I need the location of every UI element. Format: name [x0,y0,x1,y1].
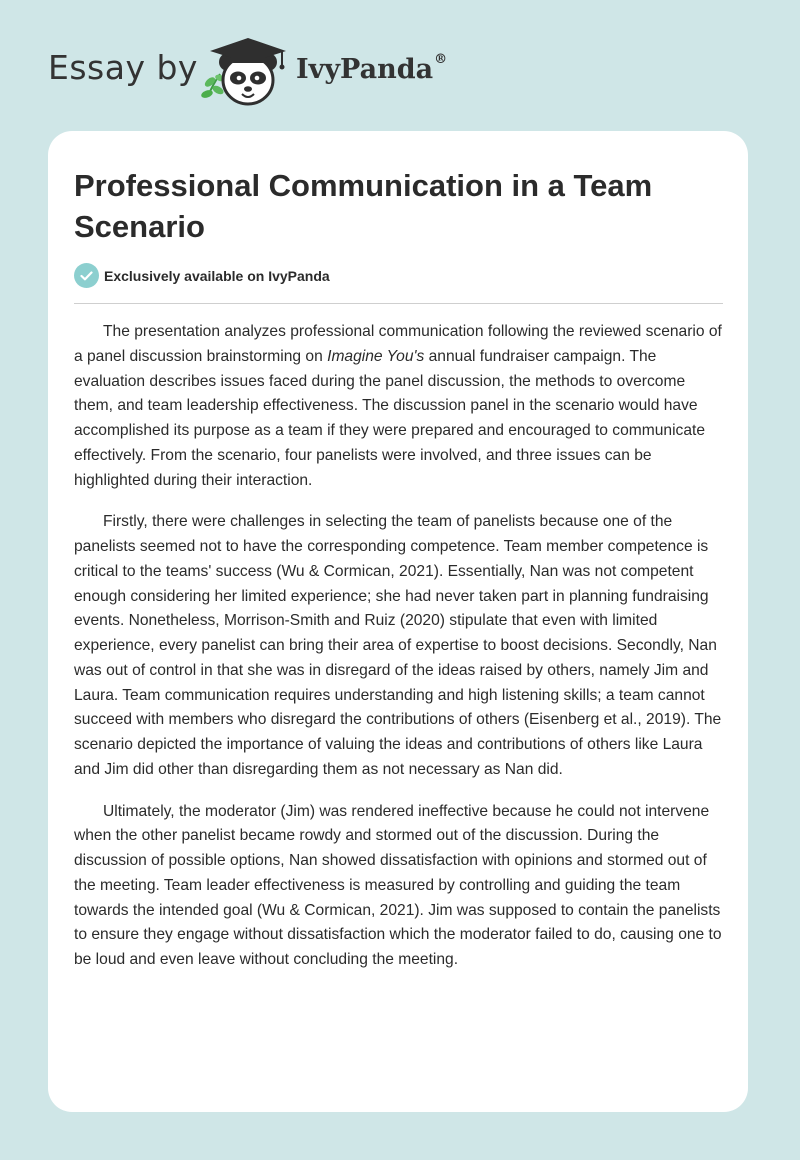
brand-name[interactable] [296,54,447,85]
essay-body [74,320,727,990]
paragraph-text: The presentation analyzes professional communication following the reviewed scenario of a panel discussion brainstorming on [74,323,722,365]
exclusive-badge [74,263,330,288]
registered-mark: ® [434,52,448,67]
check-icon [74,263,99,288]
paragraph-italic: Imagine You's [327,347,425,365]
paragraph: Ultimately, the moderator (Jim) was rendered ineffective because he could not intervene when the other panelist became rowdy and stormed out of the discussion. During the discussion of possible options, Nan showed dissatisfaction with opinions and stormed out of the meeting. Team leader effectiveness is measured by controlling and guiding the team towards the intended goal (Wu & Cormican, 2021). Jim was supposed to contain the panelists to ensure they engage without dissatisfaction which the moderator failed to do, causing one to be loud and even leave without concluding the meeting. [74,802,722,968]
panda-graduate-logo-icon[interactable] [198,34,294,112]
paragraph [74,320,727,493]
badge-text: Exclusively available on IvyPanda [104,267,330,284]
essay-card [48,131,748,1112]
paragraph-text: annual fundraiser campaign. The evaluation describes issues faced during the panel discussion, the methods to overcome them, and team leadership effectiveness. The discussion panel in the scenario would have accomplished its purpose as a team if they were prepared and encouraged to communicate effectively. From the scenario, four panelists were involved, and three issues can be highlighted during their interaction. [74,347,706,489]
divider [74,303,723,304]
brand-prefix: Essay by [48,48,198,87]
site-header [0,0,800,130]
checkmark-icon [80,271,93,281]
paragraph: Firstly, there were challenges in selecting the team of panelists because one of the panelists seemed not to have the corresponding competence. Team member competence is critical to the teams' success (Wu & Cormican, 2021). Essentially, Nan was not competent enough considering her limited experience; she had never taken part in planning fundraising events. Nonetheless, Morrison-Smith and Ruiz (2020) stipulate that even with limited experience, every panelist can bring their area of expertise to boost decisions. Secondly, Nan was out of control in that she was in disregard of the ideas raised by others, namely Jim and Laura. Team communication requires understanding and high listening skills; a team cannot succeed with members who disregard the contributions of others (Eisenberg et al., 2019). The scenario depicted the importance of valuing the ideas and contributions of others like Laura and Jim did other than disregarding them as not necessary as Nan did. [74,513,722,778]
page-title: Professional Communication in a Team Scenario [74,168,653,244]
brand-name-text: IvyPanda [296,54,434,85]
